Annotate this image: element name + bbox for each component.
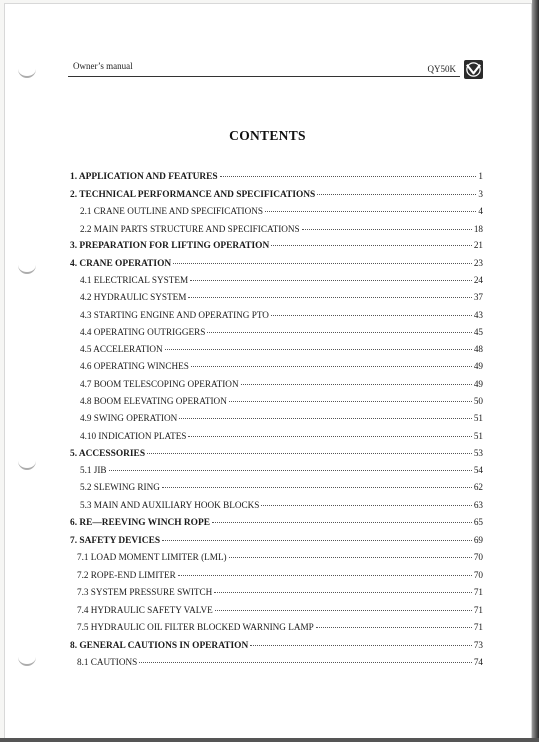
toc-page-number: 65 [473, 517, 483, 527]
toc-dot-leader [317, 194, 476, 195]
toc-entry-title: 5.1 JIB [80, 465, 107, 475]
toc-dot-leader [165, 349, 472, 350]
toc-page-number: 48 [473, 344, 483, 354]
toc-entry-title: 4.2 HYDRAULIC SYSTEM [80, 292, 187, 302]
toc-chapter-entry[interactable] [70, 640, 483, 653]
toc-entry-title: 4. CRANE OPERATION [70, 259, 172, 269]
toc-page-number: 63 [473, 500, 483, 510]
toc-page-number: 49 [473, 379, 483, 389]
toc-chapter-entry[interactable] [70, 448, 483, 461]
toc-page-number: 74 [473, 657, 483, 667]
toc-dot-leader [178, 575, 472, 576]
toc-entry-title: 4.9 SWING OPERATION [80, 413, 178, 423]
toc-entry-title: 3. PREPARATION FOR LIFTING OPERATION [70, 241, 270, 251]
toc-section-entry[interactable] [77, 587, 483, 600]
toc-page-number: 43 [473, 310, 483, 320]
toc-entry-title: 4.8 BOOM ELEVATING OPERATION [80, 396, 227, 406]
toc-dot-leader [190, 280, 472, 281]
toc-section-entry[interactable] [80, 482, 483, 495]
toc-entry-title: 5.3 MAIN AND AUXILIARY HOOK BLOCKS [80, 500, 260, 510]
toc-entry-title: 6. RE—REEVING WINCH ROPE [70, 518, 210, 528]
toc-dot-leader [215, 610, 472, 611]
toc-entry-title: 7.3 SYSTEM PRESSURE SWITCH [77, 587, 213, 597]
toc-section-entry[interactable] [80, 379, 483, 392]
toc-page-number: 3 [478, 189, 483, 199]
toc-chapter-entry[interactable] [70, 240, 483, 253]
toc-entry-title: 1. APPLICATION AND FEATURES [70, 172, 218, 182]
toc-entry-title: 7.5 HYDRAULIC OIL FILTER BLOCKED WARNING LAMP [77, 622, 314, 632]
toc-entry-title: 4.10 INDICATION PLATES [80, 431, 187, 441]
toc-dot-leader [147, 453, 472, 454]
toc-entry-title: 4.7 BOOM TELESCOPING OPERATION [80, 379, 239, 389]
toc-dot-leader [271, 315, 472, 316]
toc-page-number: 53 [473, 448, 483, 458]
toc-dot-leader [261, 505, 471, 506]
toc-entry-title: 4.4 OPERATING OUTRIGGERS [80, 327, 206, 337]
toc-page-number: 51 [473, 413, 483, 423]
toc-page-number: 37 [473, 292, 483, 302]
toc-section-entry[interactable] [80, 224, 483, 237]
toc-entry-title: 7.2 ROPE-END LIMITER [77, 570, 176, 580]
toc-entry-title: 4.1 ELECTRICAL SYSTEM [80, 275, 189, 285]
manual-name: Owner’s manual [73, 61, 133, 71]
toc-dot-leader [271, 245, 472, 246]
toc-section-entry[interactable] [80, 310, 483, 323]
toc-dot-leader [109, 470, 472, 471]
toc-entry-title: 4.5 ACCELERATION [80, 344, 163, 354]
page-edge-shadow [532, 0, 539, 742]
toc-entry-title: 4.6 OPERATING WINCHES [80, 361, 189, 371]
xcmg-logo-icon [464, 60, 483, 79]
toc-section-entry[interactable] [77, 657, 483, 670]
toc-dot-leader [188, 436, 471, 437]
toc-section-entry[interactable] [80, 500, 483, 513]
toc-page-number: 71 [473, 605, 483, 615]
toc-dot-leader [250, 645, 472, 646]
toc-page-number: 45 [473, 327, 483, 337]
toc-section-entry[interactable] [80, 465, 483, 478]
toc-dot-leader [265, 211, 476, 212]
toc-dot-leader [191, 366, 472, 367]
toc-section-entry[interactable] [77, 605, 483, 618]
page-header [68, 60, 460, 77]
toc-dot-leader [220, 176, 477, 177]
toc-section-entry[interactable] [77, 622, 483, 635]
toc-section-entry[interactable] [80, 396, 483, 409]
toc-page-number: 70 [473, 552, 483, 562]
toc-page-number: 51 [473, 431, 483, 441]
toc-dot-leader [212, 522, 472, 523]
toc-page-number: 71 [473, 622, 483, 632]
toc-chapter-entry[interactable] [70, 535, 483, 548]
toc-section-entry[interactable] [77, 570, 483, 583]
toc-entry-title: 4.3 STARTING ENGINE AND OPERATING PTO [80, 310, 269, 320]
toc-dot-leader [207, 332, 472, 333]
page-bottom-shadow [0, 738, 539, 742]
toc-entry-title: 7.4 HYDRAULIC SAFETY VALVE [77, 605, 213, 615]
page-title: CONTENTS [229, 128, 306, 143]
toc-section-entry[interactable] [80, 327, 483, 340]
toc-section-entry[interactable] [80, 361, 483, 374]
toc-dot-leader [173, 263, 472, 264]
toc-entry-title: 8. GENERAL CAUTIONS IN OPERATION [70, 641, 249, 651]
toc-page-number: 49 [473, 361, 483, 371]
toc-dot-leader [229, 401, 472, 402]
toc-entry-title: 2. TECHNICAL PERFORMANCE AND SPECIFICATIONS [70, 190, 316, 200]
toc-page-number: 1 [478, 171, 483, 181]
toc-page-number: 71 [473, 587, 483, 597]
toc-entry-title: 5. ACCESSORIES [70, 449, 146, 459]
toc-section-entry[interactable] [80, 431, 483, 444]
toc-page-number: 4 [478, 206, 483, 216]
toc-dot-leader [241, 384, 472, 385]
toc-entry-title: 8.1 CAUTIONS [77, 657, 138, 667]
toc-dot-leader [302, 229, 472, 230]
toc-chapter-entry[interactable] [70, 258, 483, 271]
toc-entry-title: 2.1 CRANE OUTLINE AND SPECIFICATIONS [80, 206, 263, 216]
toc-dot-leader [179, 418, 472, 419]
toc-section-entry[interactable] [80, 344, 483, 357]
toc-page-number: 21 [473, 240, 483, 250]
toc-chapter-entry[interactable] [70, 517, 483, 530]
toc-page-number: 50 [473, 396, 483, 406]
toc-dot-leader [316, 627, 472, 628]
toc-dot-leader [188, 297, 471, 298]
toc-page-number: 24 [473, 275, 483, 285]
toc-section-entry[interactable] [77, 552, 483, 565]
toc-entry-title: 7.1 LOAD MOMENT LIMITER (LML) [77, 552, 227, 562]
toc-section-entry[interactable] [80, 206, 483, 219]
toc-page-number: 73 [473, 640, 483, 650]
toc-section-entry[interactable] [80, 292, 483, 305]
toc-page-number: 70 [473, 570, 483, 580]
toc-entry-title: 7. SAFETY DEVICES [70, 536, 161, 546]
toc-dot-leader [139, 662, 472, 663]
toc-chapter-entry[interactable] [70, 189, 483, 202]
toc-dot-leader [162, 540, 472, 541]
toc-page-number: 54 [473, 465, 483, 475]
toc-entry-title: 5.2 SLEWING RING [80, 482, 160, 492]
toc-dot-leader [214, 592, 472, 593]
toc-section-entry[interactable] [80, 413, 483, 426]
toc-page-number: 62 [473, 482, 483, 492]
toc-entry-title: 2.2 MAIN PARTS STRUCTURE AND SPECIFICATIONS [80, 224, 300, 234]
toc-dot-leader [229, 557, 472, 558]
toc-dot-leader [162, 487, 472, 488]
toc-chapter-entry[interactable] [70, 171, 483, 184]
model-number: QY50K [427, 64, 456, 74]
toc-page-number: 18 [473, 224, 483, 234]
toc-page-number: 69 [473, 535, 483, 545]
toc-section-entry[interactable] [80, 275, 483, 288]
toc-page-number: 23 [473, 258, 483, 268]
